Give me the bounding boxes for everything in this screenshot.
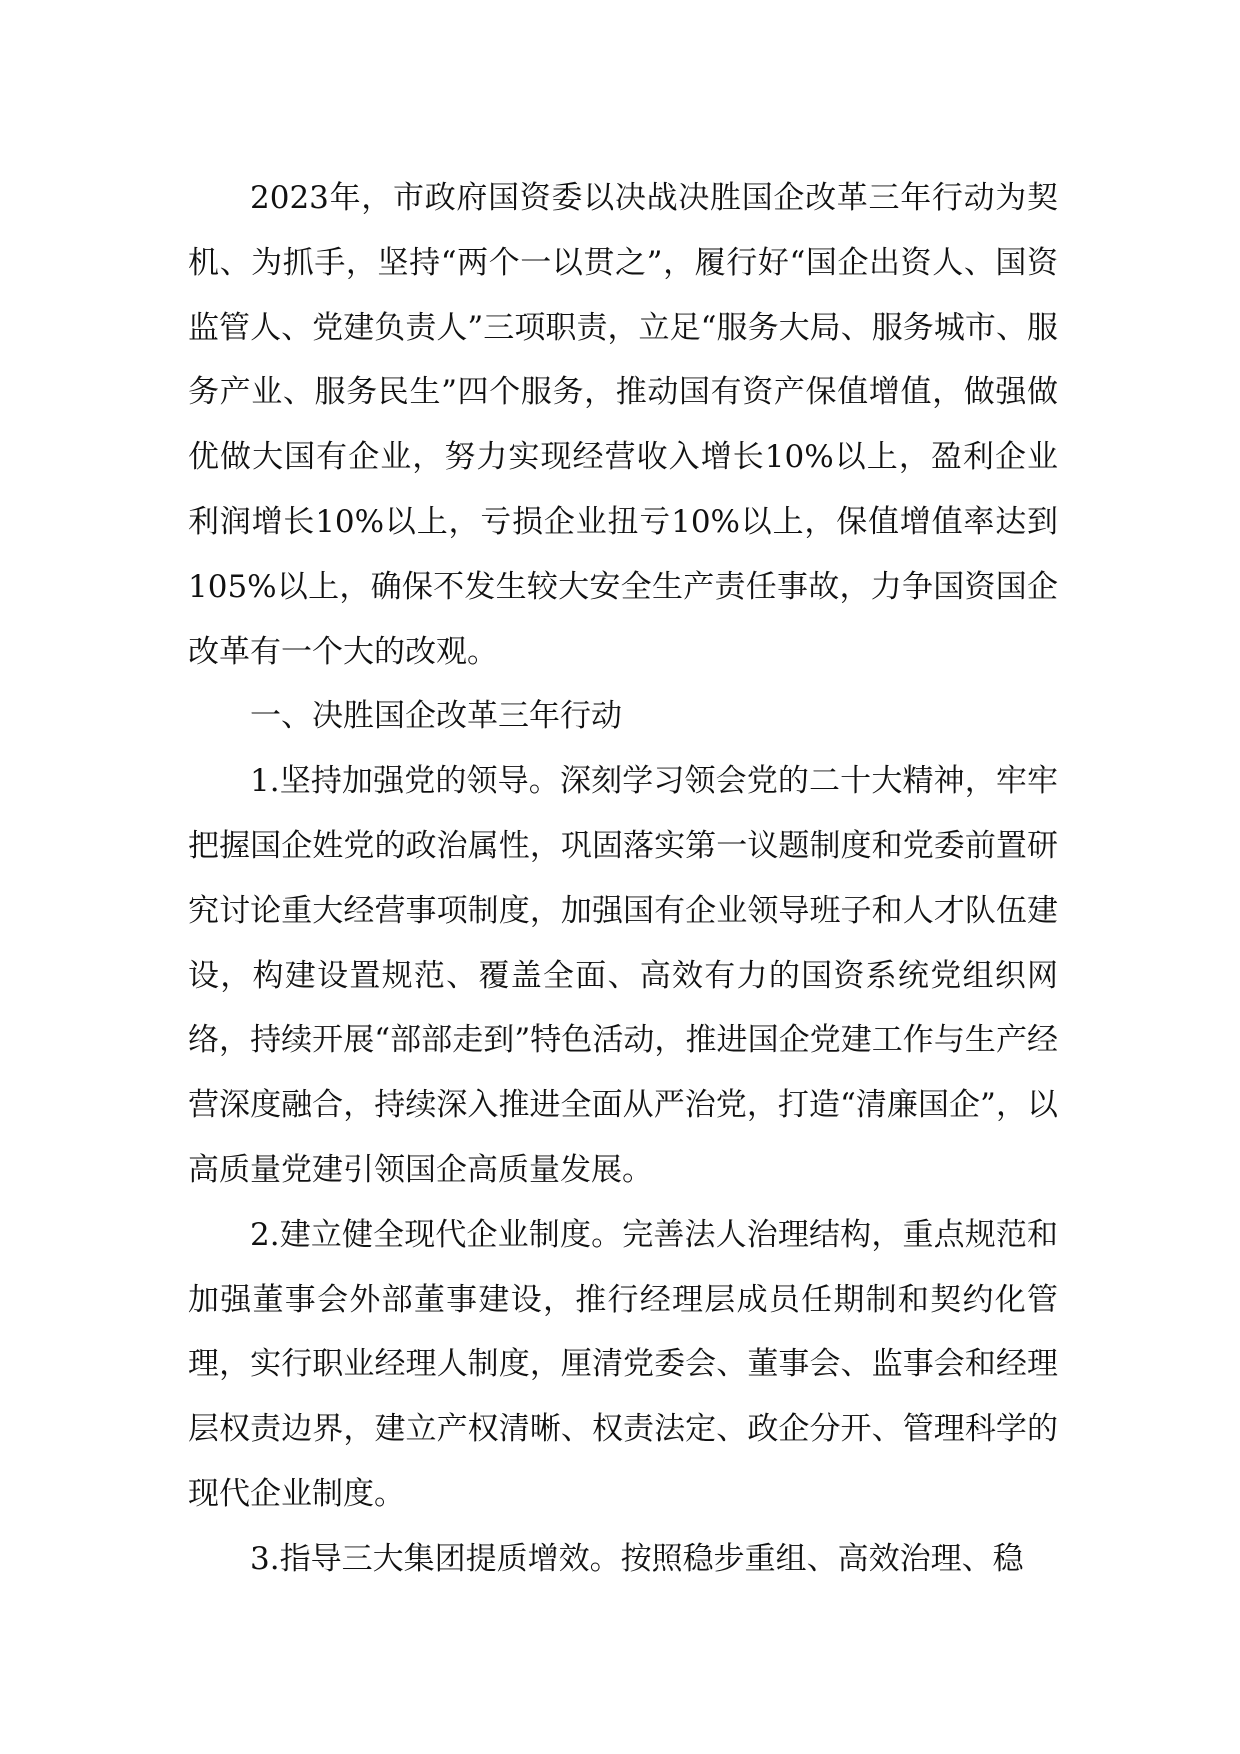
item-paragraph-2: 2.建立健全现代企业制度。完善法人治理结构，重点规范和加强董事会外部董事建设，推行经理层成员任期制和契约化管理，实行职业经理人制度，厘清党委会、董事会、监事会和经理层权责边界，建立产权清晰、权责法定、政企分开、管理科学的现代企业制度。: [188, 1216, 1058, 1512]
item-paragraph-1: 1.坚持加强党的领导。深刻学习领会党的二十大精神，牢牢把握国企姓党的政治属性，巩固落实第一议题制度和党委前置研究讨论重大经营事项制度，加强国有企业领导班子和人才队伍建设，构建设置规范、覆盖全面、高效有力的国资系统党组织网络，持续开展“部部走到”特色活动，推进国企党建工作与生产经营深度融合，持续深入推进全面从严治党，打造“清廉国企”，以高质量党建引领国企高质量发展。: [188, 763, 1058, 1188]
document-body: [188, 166, 1058, 1592]
intro-paragraph: 2023年，市政府国资委以决战决胜国企改革三年行动为契机、为抓手，坚持“两个一以贯之”，履行好“国企出资人、国资监管人、党建负责人”三项职责，立足“服务大局、服务城市、服务产业、服务民生”四个服务，推动国有资产保值增值，做强做优做大国有企业，努力实现经营收入增长10%以上，盈利企业利润增长10%以上，亏损企业扭亏10%以上，保值增值率达到105%以上，确保不发生较大安全生产责任事故，力争国资国企改革有一个大的改观。: [188, 180, 1058, 670]
item-paragraph-3: 3.指导三大集团提质增效。按照稳步重组、高效治理、稳: [250, 1540, 1024, 1577]
section-heading-1: 一、决胜国企改革三年行动: [250, 698, 622, 735]
